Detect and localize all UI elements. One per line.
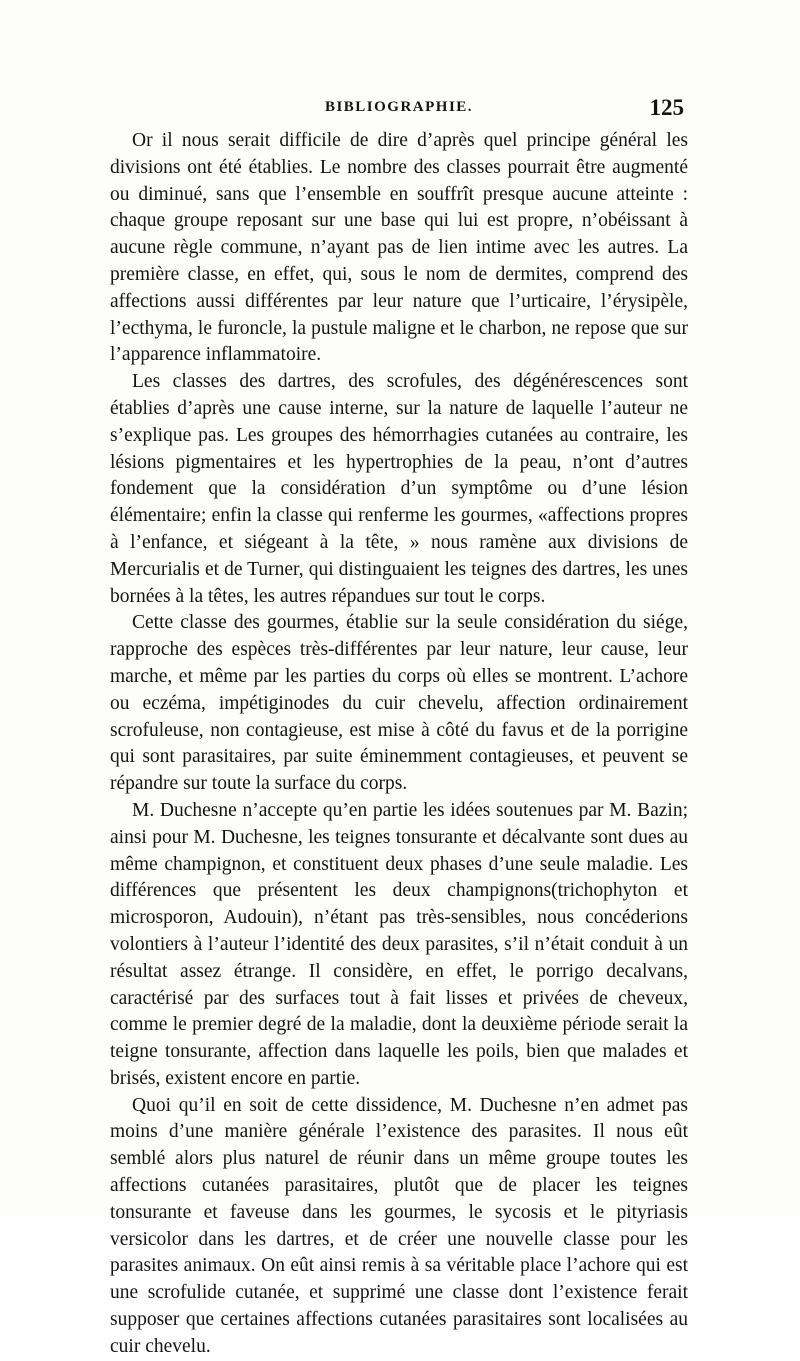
page-header — [110, 95, 688, 125]
body-text — [110, 128, 688, 1361]
paragraph-1: Or il nous serait difficile de dire d’après quel principe général les divisions ont été établies. Le nombre des classes pourrait être augmenté ou diminué, sans que l’ensemble en souffrît presque aucune atteinte : chaque groupe reposant sur une base qui lui est propre, n’obéissant à aucune règle commune, n’ayant pas de lien intime avec les autres. La première classe, en effet, qui, sous le nom de dermites, comprend des affections aussi différentes par leur nature que l’urticaire, l’érysipèle, l’ecthyma, le furoncle, la pustule maligne et le charbon, ne repose que sur l’apparence inflammatoire. — [110, 130, 688, 366]
paragraph-3: Cette classe des gourmes, établie sur la seule considération du siége, rapproche des espèces très-différentes par leur nature, leur cause, leur marche, et même par les parties du corps où elles se montrent. L’achore ou eczéma, impétiginodes du cuir chevelu, affection ordinairement scrofuleuse, non contagieuse, est mise à côté du favus et de la porrigine qui sont parasitaires, par suite éminemment contagieuses, et peuvent se répandre sur toute la surface du corps. — [110, 612, 688, 795]
paragraph-2: Les classes des dartres, des scrofules, des dégénérescences sont établies d’après une cause interne, sur la nature de laquelle l’auteur ne s’explique pas. Les groupes des hémorrhagies cutanées au contraire, les lésions pigmentaires et les hypertrophies de la peau, n’ont d’autres fondement que la considération d’un symptôme ou d’une lésion élémentaire; enfin la classe qui renferme les gourmes, «affections propres à l’enfance, et siégeant à la tête, » nous ramène aux divisions de Mercurialis et de Turner, qui distinguaient les teignes des dartres, les unes bornées à la têtes, les autres répandues sur tout le corps. — [110, 371, 688, 607]
paragraph-4: M. Duchesne n’accepte qu’en partie les idées soutenues par M. Bazin; ainsi pour M. Duchesne, les teignes tonsurante et décalvante sont dues au même champignon, et constituent deux phases d’une seule maladie. Les différences que présentent les deux champignons(trichophyton et microsporon, Audouin), n’étant pas très-sensibles, nous concéderions volontiers à l’auteur l’identité des deux parasites, s’il n’était conduit à un résultat assez étrange. Il considère, en effet, le porrigo decalvans, caractérisé par des surfaces tout à fait lisses et privées de cheveux, comme le premier degré de la maladie, dont la deuxième période serait la teigne tonsurante, affection dans laquelle les poils, bien que malades et brisés, existent encore en partie. — [110, 799, 688, 1089]
page-number: 125 — [649, 95, 684, 120]
paragraph-5: Quoi qu’il en soit de cette dissidence, M. Duchesne n’en admet pas moins d’une manière générale l’existence des parasites. Il nous eût semblé alors plus naturel de réunir dans un même groupe toutes les affections cutanées parasitaires, plutôt que de placer les teignes tonsurante et faveuse dans les gourmes, le sycosis et le pityriasis versicolor dans les dartres, et de créer une nouvelle classe pour les parasites animaux. On eût ainsi remis à sa véritable place l’achore qui est une scrofulide cutanée, et supprimé une classe dont l’existence ferait supposer que certaines affections cutanées parasitaires sont localisées au cuir chevelu. — [110, 1094, 688, 1357]
running-title: BIBLIOGRAPHIE. — [324, 99, 474, 115]
